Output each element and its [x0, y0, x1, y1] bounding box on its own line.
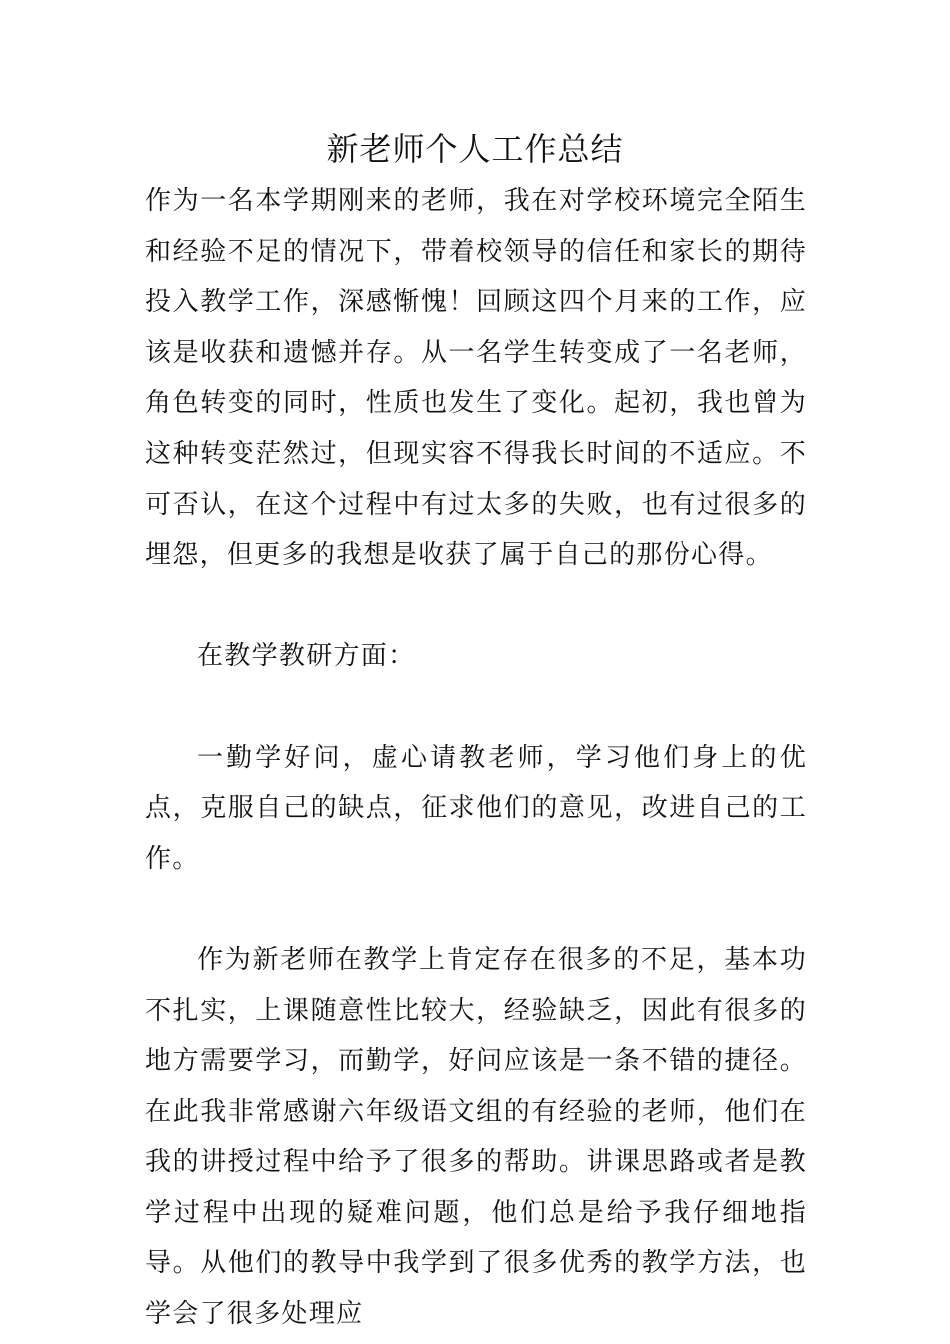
paragraph-spacer: [145, 884, 807, 935]
paragraph-spacer: [145, 682, 807, 733]
paragraph-new-teacher: 作为新老师在教学上肯定存在很多的不足，基本功不扎实，上课随意性比较大，经验缺乏，因此有很多的地方需要学习，而勤学，好问应该是一条不错的捷径。在此我非常感谢六年级语文组的有经验的老师，他们在我的讲授过程中给予了很多的帮助。讲课思路或者是教学过程中出现的疑难问题，他们总是给予我仔细地指导。从他们的教导中我学到了很多优秀的教学方法，也学会了很多处理应: [145, 944, 807, 1330]
paragraph-intro: 作为一名本学期刚来的老师，我在对学校环境完全陌生和经验不足的情况下，带着校领导的信任和家长的期待投入教学工作，深感惭愧！回顾这四个月来的工作，应该是收获和遗憾并存。从一名学生转变成了一名老师，角色转变的同时，性质也发生了变化。起初，我也曾为这种转变茫然过，但现实容不得我长时间的不适应。不可否认，在这个过程中有过太多的失败，也有过很多的埋怨，但更多的我想是收获了属于自己的那份心得。: [145, 186, 807, 571]
document-body: [145, 176, 807, 1340]
paragraph-spacer: [145, 581, 807, 632]
document-title: 新老师个人工作总结: [326, 130, 624, 168]
section-heading-teaching: 在教学教研方面：: [197, 641, 416, 672]
paragraph-point-one: 一勤学好问，虚心请教老师，学习他们身上的优点，克服自己的缺点，征求他们的意见，改进自己的工作。: [145, 742, 807, 874]
